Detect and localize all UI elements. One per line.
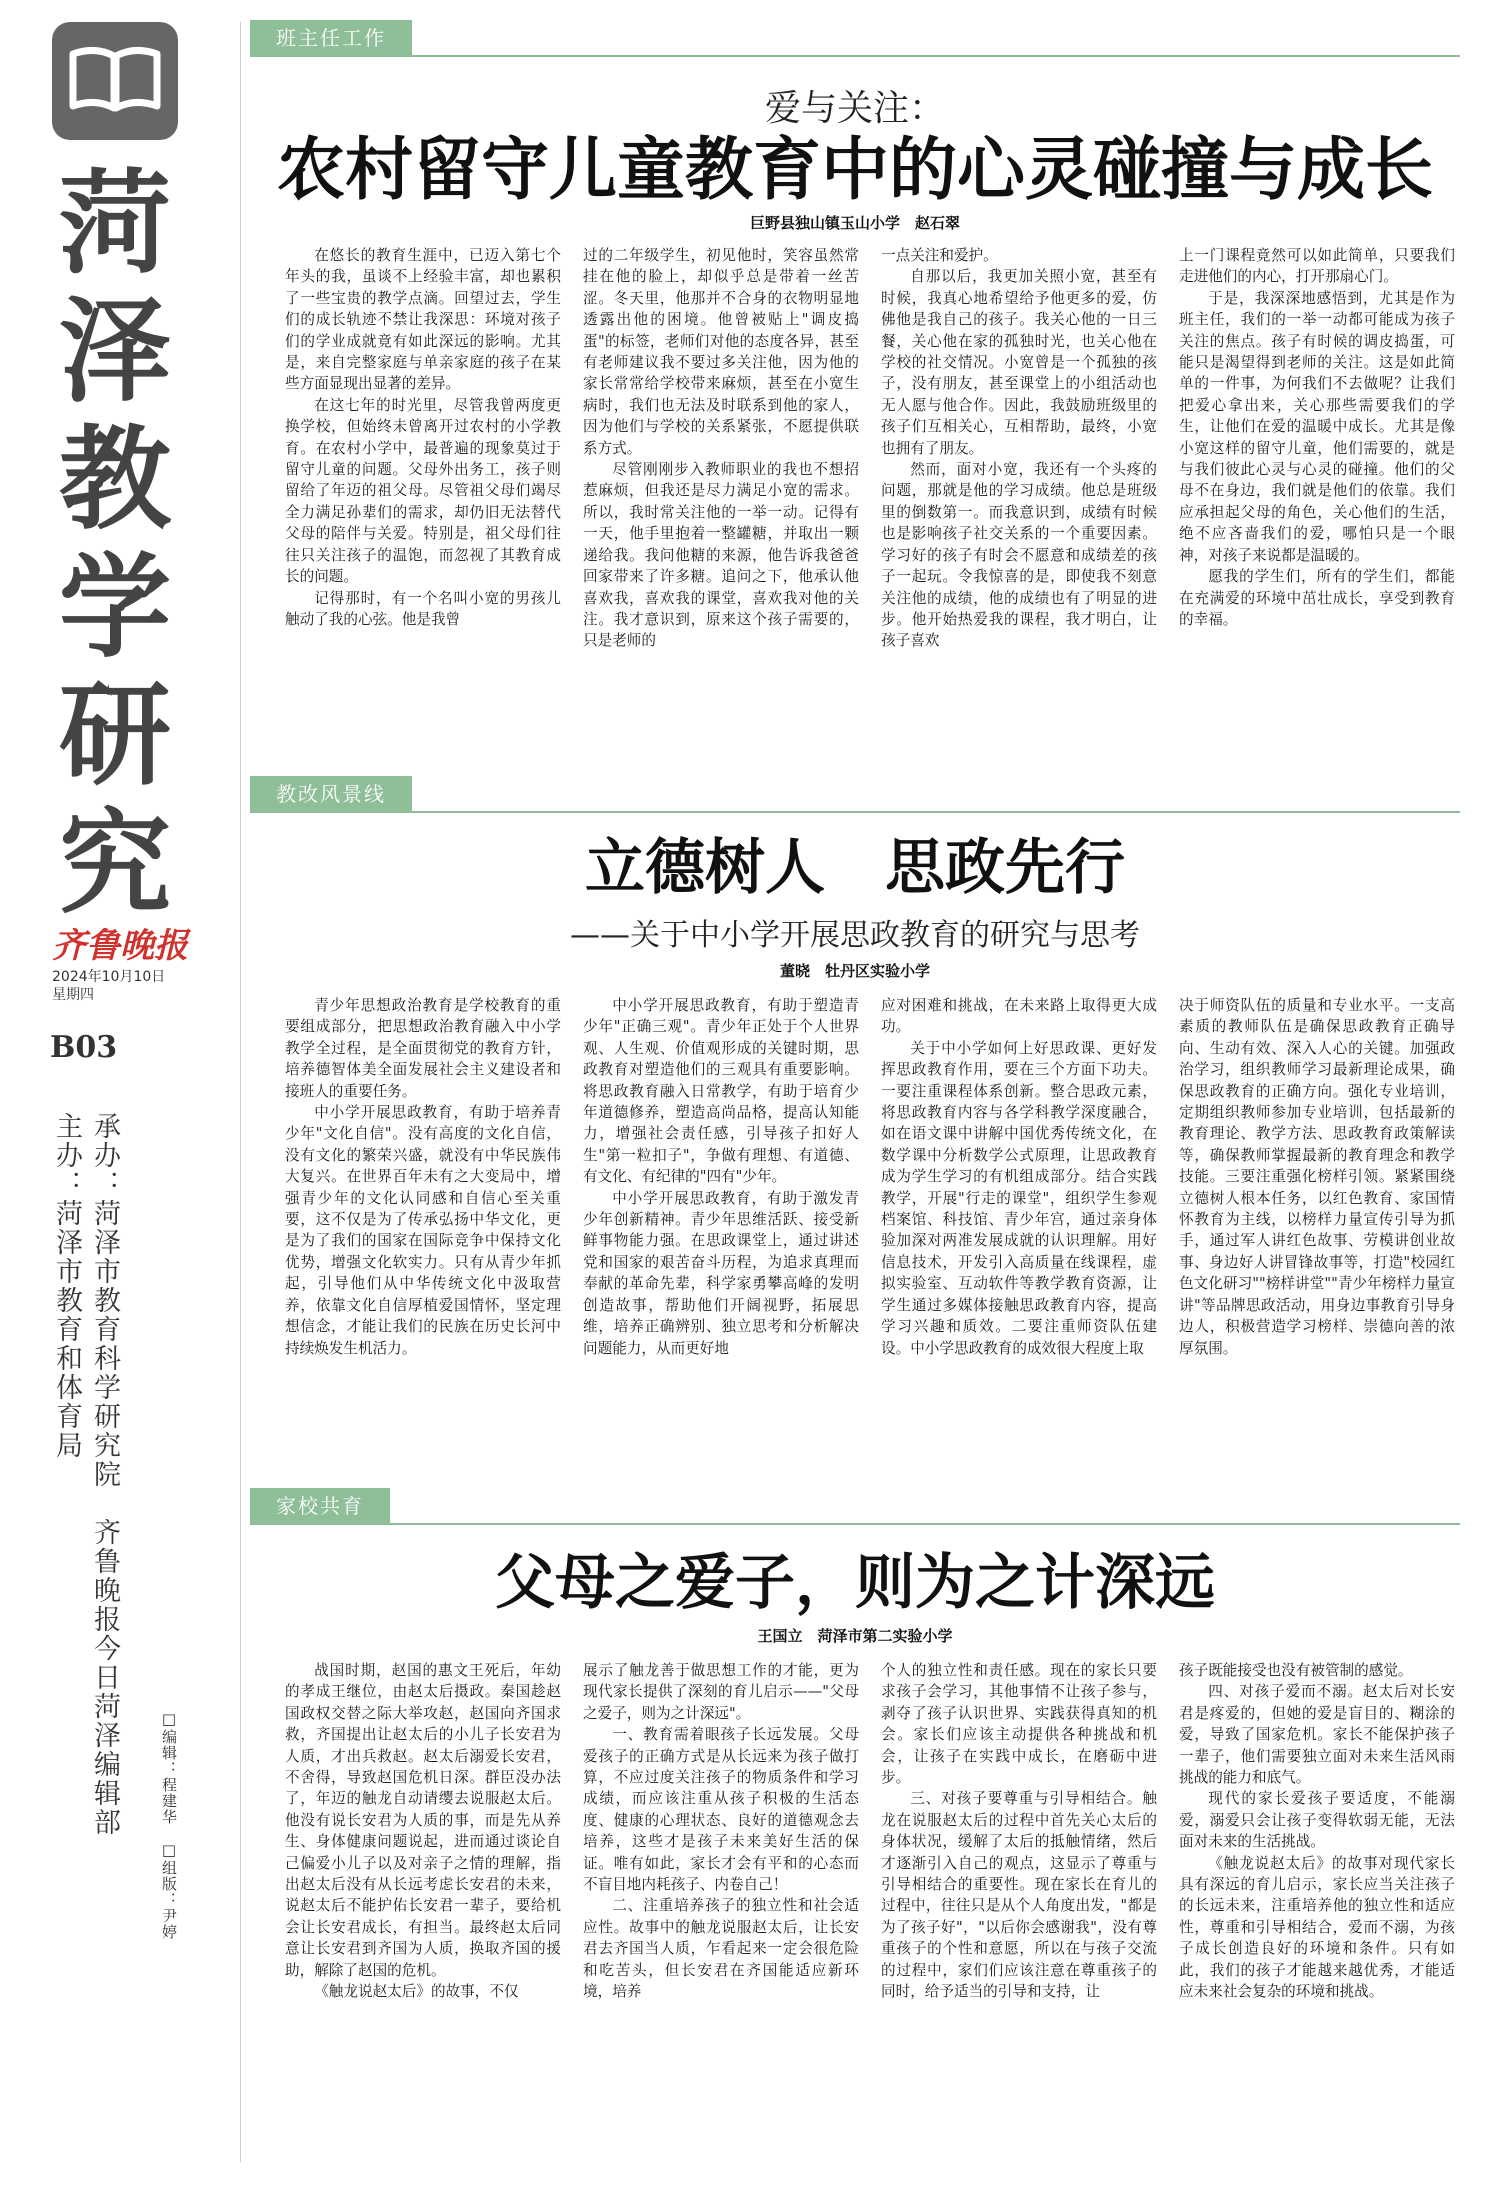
paragraph: 尽管刚刚步入教师职业的我也不想招惹麻烦，但我还是尽力满足小宽的需求。所以，我时常关注他的一举一动。记得有一天，他手里抱着一整罐糖，并取出一颗递给我。我问他糖的来源，他告诉我爸爸回家带来了许多糖。追问之下，他承认他喜欢我，喜欢我的课堂，喜欢我对他的关注。我才意识到，原来这个孩子需要的，只是老师的 — [583, 461, 859, 650]
paragraph: 关于中小学如何上好思政课、更好发挥思政教育作用，要在三个方面下功夫。一要注重课程体系创新。整合思政元素，将思政教育内容与各学科教学深度融合，如在语文课中讲解中国优秀传统文化，在数学课中分析数学公式原理，让思政教育成为学生学习的有机组成部分。结合实践教学，开展"行走的课堂"，组织学生参观档案馆、科技馆、青少年宫，通过亲身体验加深对两准发展成就的认识理解。用好信息技术，开发引入高质量在线课程，虚拟实验室、互动软件等教学教育资源，让学生通过多媒体接触思政教育内容，提高学习兴趣和质效。二要注重师资队伍建设。中小学思政教育的成效很大程度上取 — [881, 1039, 1157, 1357]
text-column — [285, 1660, 561, 2165]
section-tab: 教改风景线 — [250, 776, 412, 812]
article-kicker: 爱与关注： — [764, 88, 945, 129]
paragraph: 展示了触龙善于做思想工作的才能，更为现代家长提供了深刻的育儿启示——"父母之爱子，则为之计深远"。 — [583, 1662, 859, 1722]
text-column — [1179, 1660, 1455, 2165]
article-byline: 巨野县独山镇玉山小学 赵石翠 — [749, 214, 960, 232]
paragraph: 《触龙说赵太后》的故事，不仅 — [314, 1983, 519, 2001]
section-tab: 班主任工作 — [250, 20, 412, 56]
editors-info: □编辑：程建华 □组版：尹婷 — [160, 1710, 178, 1940]
paragraph: 记得那时，有一个名叫小宽的男孩儿触动了我的心弦。他是我曾 — [285, 589, 561, 628]
paragraph: 上一门课程竟然可以如此简单，只要我们走进他们的内心，打开那扇心门。 — [1179, 247, 1455, 286]
text-column — [583, 995, 859, 1467]
paragraph: 一、教育需着眼孩子长远发展。父母爱孩子的正确方式是从长远来为孩子做打算，不应过度关注孩子的物质条件和学习成绩，而应该注重从孩子积极的生活态度、健康的心理状态、良好的道德观念去培养，这些才是孩子未来美好生活的保证。唯有如此，家长才会有平和的心态而不盲目地内耗孩子、内卷自己！ — [583, 1726, 859, 1894]
paragraph: 在这七年的时光里，尽管我曾两度更换学校，但始终未曾离开过农村的小学教育。在农村小学中，最普遍的现象莫过于留守儿童的问题。父母外出务工，孩子则留给了年迈的祖父母。尽管祖父母们竭尽全力满足孙辈们的需求，却仍旧无法替代父母的陪伴与关爱。特别是，祖父母们往往只关注孩子的温饱，而忽视了其教育成长的问题。 — [285, 396, 561, 586]
paragraph: 青少年思想政治教育是学校教育的重要组成部分，把思想政治教育融入中小学教学全过程，是全面贯彻党的教育方针，培养德智体美全面发展社会主义建设者和接班人的重要任务。 — [285, 997, 561, 1100]
paragraph: 然而，面对小宽，我还有一个头疼的问题，那就是他的学习成绩。他总是班级里的倒数第一。而我意识到，成绩有时候也是影响孩子社交关系的一个重要因素。学习好的孩子有时会不愿意和成绩差的孩子一起玩。令我惊喜的是，即使我不刻意关注他的成绩，他的成绩也有了明显的进步。他开始热爱我的课程，我才明白，让孩子喜欢 — [881, 461, 1157, 650]
organizer-info: 主办：菏泽市教育和体育局 — [51, 1112, 82, 1460]
paragraph: 一点关注和爱护。 — [881, 247, 998, 264]
masthead-char: 教 — [59, 415, 171, 545]
paragraph: 中小学开展思政教育，有助于培养青少年"文化自信"。没有高度的文化自信，没有文化的繁荣兴盛，就没有中华民族伟大复兴。在世界百年未有之大变局中，增强青少年的文化认同感和自信心至关重要，这不仅是为了传承弘扬中华文化，更是为了我们的国家在国际竞争中保持文化优势，增强文化软实力。只有从青少年抓起，引导他们从中华传统文化中汲取营养，依靠文化自信厚植爱国情怀，坚定理想信念，才能让我们的民族在历史长河中持续焕发生机活力。 — [285, 1104, 561, 1357]
paragraph: 决于师资队伍的质量和专业水平。一支高素质的教师队伍是确保思政教育正确导向、生动有效、深入人心的关键。加强政治学习，组织教师学习最新理论成果，确保思政教育的正确方向。强化专业培训，定期组织教师参加专业培训，包括最新的教育理论、教学方法、思政教育政策解读等，确保教师掌握最新的教育理念和教学技能。三要注重强化榜样引领。紧紧围绕立德树人根本任务，以红色教育、家国情怀教育为主线，以榜样力量宣传引导为抓手，通过军人讲红色故事、劳模讲创业故事、身边好人讲冒锋故事等，打造"校园红色文化研习""榜样讲堂""青少年榜样力量宣讲"等品牌思政活动，用身边事教育引导身边人，积极营造学习榜样、崇德向善的浓厚氛围。 — [1179, 997, 1455, 1357]
text-column — [583, 1660, 859, 2165]
article-body — [285, 995, 1455, 1467]
weekday-text: 星期四 — [52, 987, 94, 1003]
section-rule — [250, 55, 1460, 57]
text-column — [285, 995, 561, 1467]
masthead-title — [40, 160, 190, 928]
date-text: 2024年10月10日 — [52, 969, 166, 985]
newspaper-name: 齐鲁晚报 — [52, 926, 188, 966]
text-column — [881, 1660, 1157, 2165]
paragraph: 中小学开展思政教育，有助于激发青少年创新精神。青少年思维活跃、接受新鲜事物能力强。在思政课堂上，通过讲述党和国家的艰苦奋斗历程，为追求真理而奉献的革命先辈，科学家勇攀高峰的发明创造故事，帮助他们开阔视野，拓展思维，培养正确辨别、独立思考和分析解决问题能力，从而更好地 — [583, 1189, 859, 1357]
left-divider — [240, 22, 241, 2162]
paragraph: 战国时期，赵国的惠文王死后，年幼的孝成王继位，由赵太后摄政。秦国趁赵国政权交替之际大举攻赵，赵国向齐国求救，齐国提出让赵太后的小儿子长安君为人质，才出兵救赵。赵太后溺爱长安君，不舍得，导致赵国危机日深。群臣没办法了，年迈的触龙自动请缨去说服赵太后。他没有说长安君为人质的事，而是先从养生、身体健康问题说起，进而通过谈论自己偏爱小儿子以及对亲子之情的理解，指出赵太后没有从长远考虑长安君的未来，说赵太后不能护佑长安君一辈子，要给机会让长安君成长，有担当。最终赵太后同意让长安君到齐国为人质，换取齐国的援助，解除了赵国的危机。 — [285, 1662, 561, 1979]
paragraph: 《触龙说赵太后》的故事对现代家长具有深远的育儿启示，家长应当关注孩子的长远未来，注重培养他的独立性和适应性，尊重和引导相结合，爱而不溺，为孩子成长创造良好的环境和条件。只有如此，我们的孩子才能越来越优秀，才能适应未来社会复杂的环境和挑战。 — [1179, 1854, 1455, 2001]
paragraph: 应对困难和挑战，在未来路上取得更大成功。 — [881, 997, 1157, 1036]
text-column — [881, 995, 1157, 1467]
text-column — [1179, 995, 1455, 1467]
text-column — [1179, 245, 1455, 757]
article-headline: 立德树人 思政先行 — [585, 833, 1125, 903]
paragraph: 孩子既能接受也没有被管制的感觉。 — [1179, 1662, 1413, 1679]
paragraph: 三、对孩子要尊重与引导相结合。触龙在说服赵太后的过程中首先关心太后的身体状况，缓解了太后的抵触情绪，然后才逐渐引入自己的观点，这显示了尊重与引导相结合的重要性。现在家长在育儿的过程中，往往只是从个人角度出发，"都是为了孩子好"，"以后你会感谢我"，没有尊重孩子的个性和意愿，所以在与孩子交流的过程中，家们们应该注意在尊重孩子的同时，给予适当的引导和支持，让 — [881, 1790, 1157, 2001]
logo-box — [52, 22, 178, 140]
paragraph: 个人的独立性和责任感。现在的家长只要求孩子会学习，其他事情不让孩子参与，剥夺了孩子认识世界、实践获得真知的机会。家长们应该主动提供各种挑战和机会，让孩子在实践中成长，在磨砺中进步。 — [881, 1662, 1157, 1787]
masthead-char: 究 — [59, 799, 171, 929]
article-subhead: ——关于中小学开展思政教育的研究与思考 — [570, 918, 1140, 953]
article-headline: 父母之爱子，则为之计深远 — [495, 1548, 1215, 1618]
paragraph: 过的二年级学生，初见他时，笑容虽然常挂在他的脸上，却似乎总是带着一丝苦涩。冬天里，他那并不合身的衣物明显地透露出他的困境。他曾被贴上"调皮捣蛋"的标签，老师们对他的态度各异，甚至有老师建议我不要过多关注他，因为他的家长常常给学校带来麻烦，甚至在小宽生病时，我们也无法及时联系到他的家人，因为他们与学校的关系紧张，不愿提供联系方式。 — [583, 247, 859, 457]
paragraph: 现代的家长爱孩子要适度，不能溺爱，溺爱只会让孩子变得软弱无能，无法面对未来的生活挑战。 — [1179, 1790, 1455, 1851]
page-number: B03 — [50, 1030, 118, 1065]
paragraph: 在悠长的教育生涯中，已迈入第七个年头的我，虽谈不上经验丰富，却也累积了一些宝贵的教学点滴。回望过去，学生们的成长轨迹不禁让我深思：环境对孩子们的学业成就竟有如此深远的影响。尤其是，来自完整家庭与单亲家庭的孩子在某些方面显现出显著的差异。 — [285, 247, 561, 393]
paragraph: 中小学开展思政教育，有助于塑造青少年"正确三观"。青少年正处于个人世界观、人生观、价值观形成的关键时期，思政教育对塑造他们的三观具有重要影响。将思政教育融入日常教学，有助于培育少年道德修养，塑造高尚品格，提高认知能力，增强社会责任感，引导孩子扣好人生"第一粒扣子"，争做有理想、有道德、有文化、有纪律的"四有"少年。 — [583, 997, 859, 1186]
article-body — [285, 245, 1455, 757]
masthead-char: 菏 — [59, 159, 171, 289]
host-info: 承办：菏泽市教育科学研究院 齐鲁晚报今日菏泽编辑部 — [89, 1112, 120, 1837]
paragraph: 二、注重培养孩子的独立性和社会适应性。故事中的触龙说服赵太后，让长安君去齐国当人质，乍看起来一定会很危险和吃苦头，但长安君在齐国能适应新环境，培养 — [583, 1897, 859, 2001]
article-byline: 王国立 菏泽市第二实验小学 — [757, 1627, 953, 1645]
open-book-icon — [67, 46, 163, 116]
article-body — [285, 1660, 1455, 2165]
section-rule — [250, 1523, 1460, 1525]
text-column — [583, 245, 859, 757]
masthead-char: 学 — [59, 543, 171, 673]
section-tab: 家校共育 — [250, 1488, 390, 1524]
publication-date — [52, 968, 165, 1004]
paragraph: 愿我的学生们，所有的学生们，都能在充满爱的环境中茁壮成长，享受到教育的幸福。 — [1179, 568, 1455, 628]
article-byline: 董晓 牡丹区实验小学 — [779, 962, 930, 980]
masthead-char: 泽 — [59, 287, 171, 417]
paragraph: 四、对孩子爱而不溺。赵太后对长安君是疼爱的，但她的爱是盲目的、糊涂的爱，导致了国家危机。家长不能保护孩子一辈子，他们需要独立面对未来生活风雨挑战的能力和底气。 — [1179, 1683, 1455, 1787]
paragraph: 于是，我深深地感悟到，尤其是作为班主任，我们的一举一动都可能成为孩子关注的焦点。孩子有时候的调皮捣蛋，可能只是渴望得到老师的关注。这是如此简单的一件事，为何我们不去做呢？让我们把爱心拿出来，关心那些需要我们的学生，让他们在爱的温暖中成长。尤其是像小宽这样的留守儿童，他们需要的，就是与我们彼此心灵与心灵的碰撞。他们的父母不在身边，我们就是他们的依靠。我们应承担起父母的角色，关心他们的生活，绝不应吝啬我们的爱，哪怕只是一个眼神，对孩子来说都是温暖的。 — [1179, 289, 1455, 564]
masthead-char: 研 — [59, 671, 171, 801]
article-headline: 农村留守儿童教育中的心灵碰撞与成长 — [276, 130, 1433, 210]
text-column — [285, 245, 561, 757]
paragraph: 自那以后，我更加关照小宽，甚至有时候，我真心地希望给予他更多的爱，仿佛他是我自己的孩子。我关心他的一日三餐，关心他在家的孤独时光，也关心他在学校的社交情况。小宽曾是一个孤独的孩子，没有朋友，甚至课堂上的小组活动也无人愿与他合作。因此，我鼓励班级里的孩子们互相关心，互相帮助，最终，小宽也拥有了朋友。 — [881, 268, 1157, 457]
section-rule — [250, 811, 1460, 813]
text-column — [881, 245, 1157, 757]
